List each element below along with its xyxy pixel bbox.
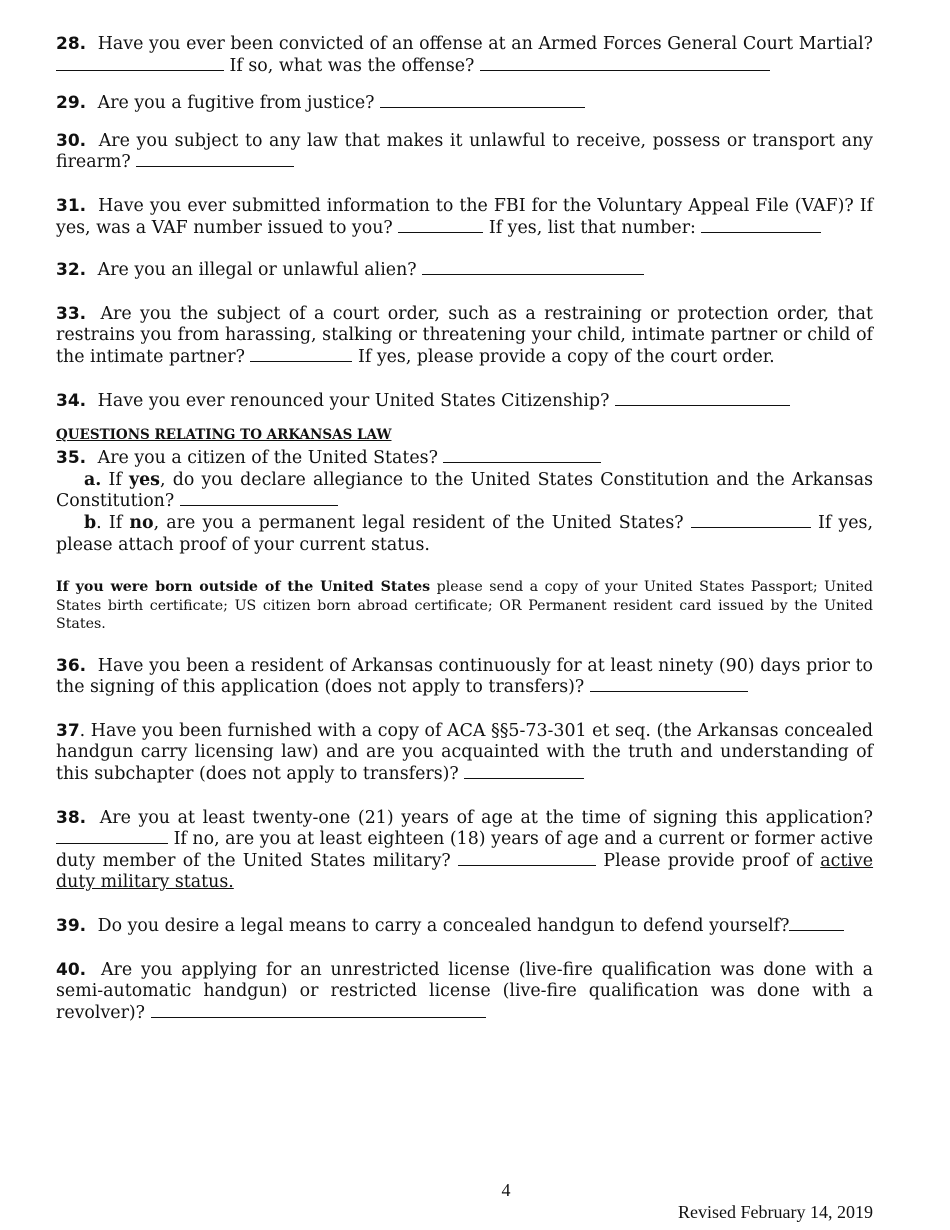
question-31 [56, 196, 873, 239]
answer-blank[interactable] [56, 829, 168, 844]
question-text: . Have you been furnished with a copy of ACA §§5-73-301 et seq. (the Arkansas concealed handgun carry licensing law) and are you acquainted with the truth and understanding of this subchapter (does not apply to transfers)? [56, 720, 873, 784]
question-number: 39. [56, 915, 87, 936]
sub-text: , do you declare allegiance to the United States Constitution and the Arkansas Constitution? [56, 469, 874, 512]
question-text: Are you at least twenty-one (21) years of age at the time of signing this application? [99, 807, 873, 828]
question-number: 40. [56, 959, 87, 980]
citizenship-note [56, 578, 873, 634]
question-29 [56, 93, 873, 115]
question-35a [56, 470, 873, 513]
note-emphasis: If you were born outside of the United States [56, 579, 431, 596]
sub-emphasis: yes [129, 469, 160, 490]
sub-label: b [84, 512, 97, 533]
question-text: Have you been a resident of Arkansas continuously for at least ninety (90) days prior to the signing of this application (does not apply to transfers)? [56, 655, 874, 698]
question-number: 34. [56, 390, 87, 411]
question-text: If yes, please provide a copy of the court order. [357, 346, 775, 367]
question-40 [56, 960, 873, 1025]
question-text: Have you ever submitted information to the FBI for the Voluntary Appeal File (VAF)? If yes, was a VAF number issued to you? [56, 195, 874, 238]
question-text: Do you desire a legal means to carry a concealed handgun to defend yourself? [97, 915, 790, 936]
question-text: Are you applying for an unrestricted license (live-fire qualification was done with a semi-automatic handgun) or restricted license (live-fire qualification was done with a revolver)? [56, 959, 873, 1023]
sub-text: If [108, 469, 122, 490]
question-35 [56, 448, 873, 470]
question-text: If no, are you at least eighteen (18) years of age and a current or former active duty member of the United States military? [56, 829, 873, 871]
question-37 [56, 721, 873, 786]
answer-blank[interactable] [464, 764, 584, 779]
question-number: 30. [56, 130, 87, 151]
question-39 [56, 916, 873, 938]
sub-label: a. [84, 469, 102, 490]
question-text: Are you subject to any law that makes it unlawful to receive, possess or transport any firearm? [56, 130, 873, 173]
question-text: Are you a fugitive from justice? [97, 93, 375, 114]
answer-blank[interactable] [615, 391, 790, 406]
answer-blank[interactable] [180, 491, 338, 506]
sub-text: If yes, please attach proof of your current status. [56, 512, 873, 555]
question-text: Are you a citizen of the United States? [97, 448, 438, 469]
sub-text: . If [96, 512, 123, 533]
revision-date: Revised February 14, 2019 [678, 1202, 873, 1222]
sub-text: , are you a permanent legal resident of the United States? [153, 512, 684, 533]
question-number: 37 [56, 720, 80, 741]
sub-emphasis: no [129, 512, 154, 533]
answer-blank[interactable] [380, 93, 585, 108]
question-text: Have you ever renounced your United States Citizenship? [97, 390, 610, 411]
answer-blank[interactable] [151, 1003, 486, 1018]
question-32 [56, 260, 873, 282]
question-34 [56, 391, 873, 413]
answer-blank[interactable] [422, 260, 644, 275]
question-38 [56, 808, 873, 894]
question-text: If so, what was the offense? [229, 55, 475, 76]
question-text: Are you an illegal or unlawful alien? [97, 260, 417, 281]
answer-blank[interactable] [56, 56, 224, 71]
answer-blank[interactable] [250, 347, 352, 362]
question-28 [56, 34, 873, 77]
question-text: Have you ever been convicted of an offense at an Armed Forces General Court Martial? [97, 34, 873, 54]
answer-blank[interactable] [443, 448, 601, 463]
answer-blank[interactable] [691, 513, 811, 528]
answer-blank[interactable] [136, 152, 294, 167]
note-text: please send a copy of your United States Passport; United States birth certificate; US citizen born abroad certificate; OR Permanent resident card issued by the United States. [56, 579, 873, 633]
answer-blank[interactable] [590, 677, 748, 692]
question-35b [56, 513, 873, 556]
question-text: Please provide proof of [603, 850, 813, 871]
question-number: 29. [56, 93, 87, 114]
question-text: Are you the subject of a court order, such as a restraining or protection order, that restrains you from harassing, stalking or threatening your child, intimate partner or child of the intimate partner? [56, 303, 873, 367]
question-number: 31. [56, 195, 87, 216]
question-number: 33. [56, 303, 87, 324]
question-30 [56, 131, 873, 174]
answer-blank[interactable] [789, 916, 844, 931]
answer-blank[interactable] [398, 218, 483, 233]
question-36 [56, 656, 873, 699]
question-number: 28. [56, 34, 87, 54]
answer-blank[interactable] [480, 56, 770, 71]
question-text: If yes, list that number: [488, 217, 696, 238]
question-33 [56, 304, 873, 369]
question-number: 32. [56, 260, 87, 281]
question-text: active duty military status. [56, 850, 874, 893]
section-heading: QUESTIONS RELATING TO ARKANSAS LAW [56, 427, 392, 444]
question-number: 35. [56, 448, 87, 469]
question-number: 38. [56, 807, 87, 828]
form-page [56, 34, 873, 1024]
question-number: 36. [56, 655, 87, 676]
page-number: 4 [501, 1180, 511, 1200]
answer-blank[interactable] [458, 851, 596, 866]
answer-blank[interactable] [701, 218, 821, 233]
